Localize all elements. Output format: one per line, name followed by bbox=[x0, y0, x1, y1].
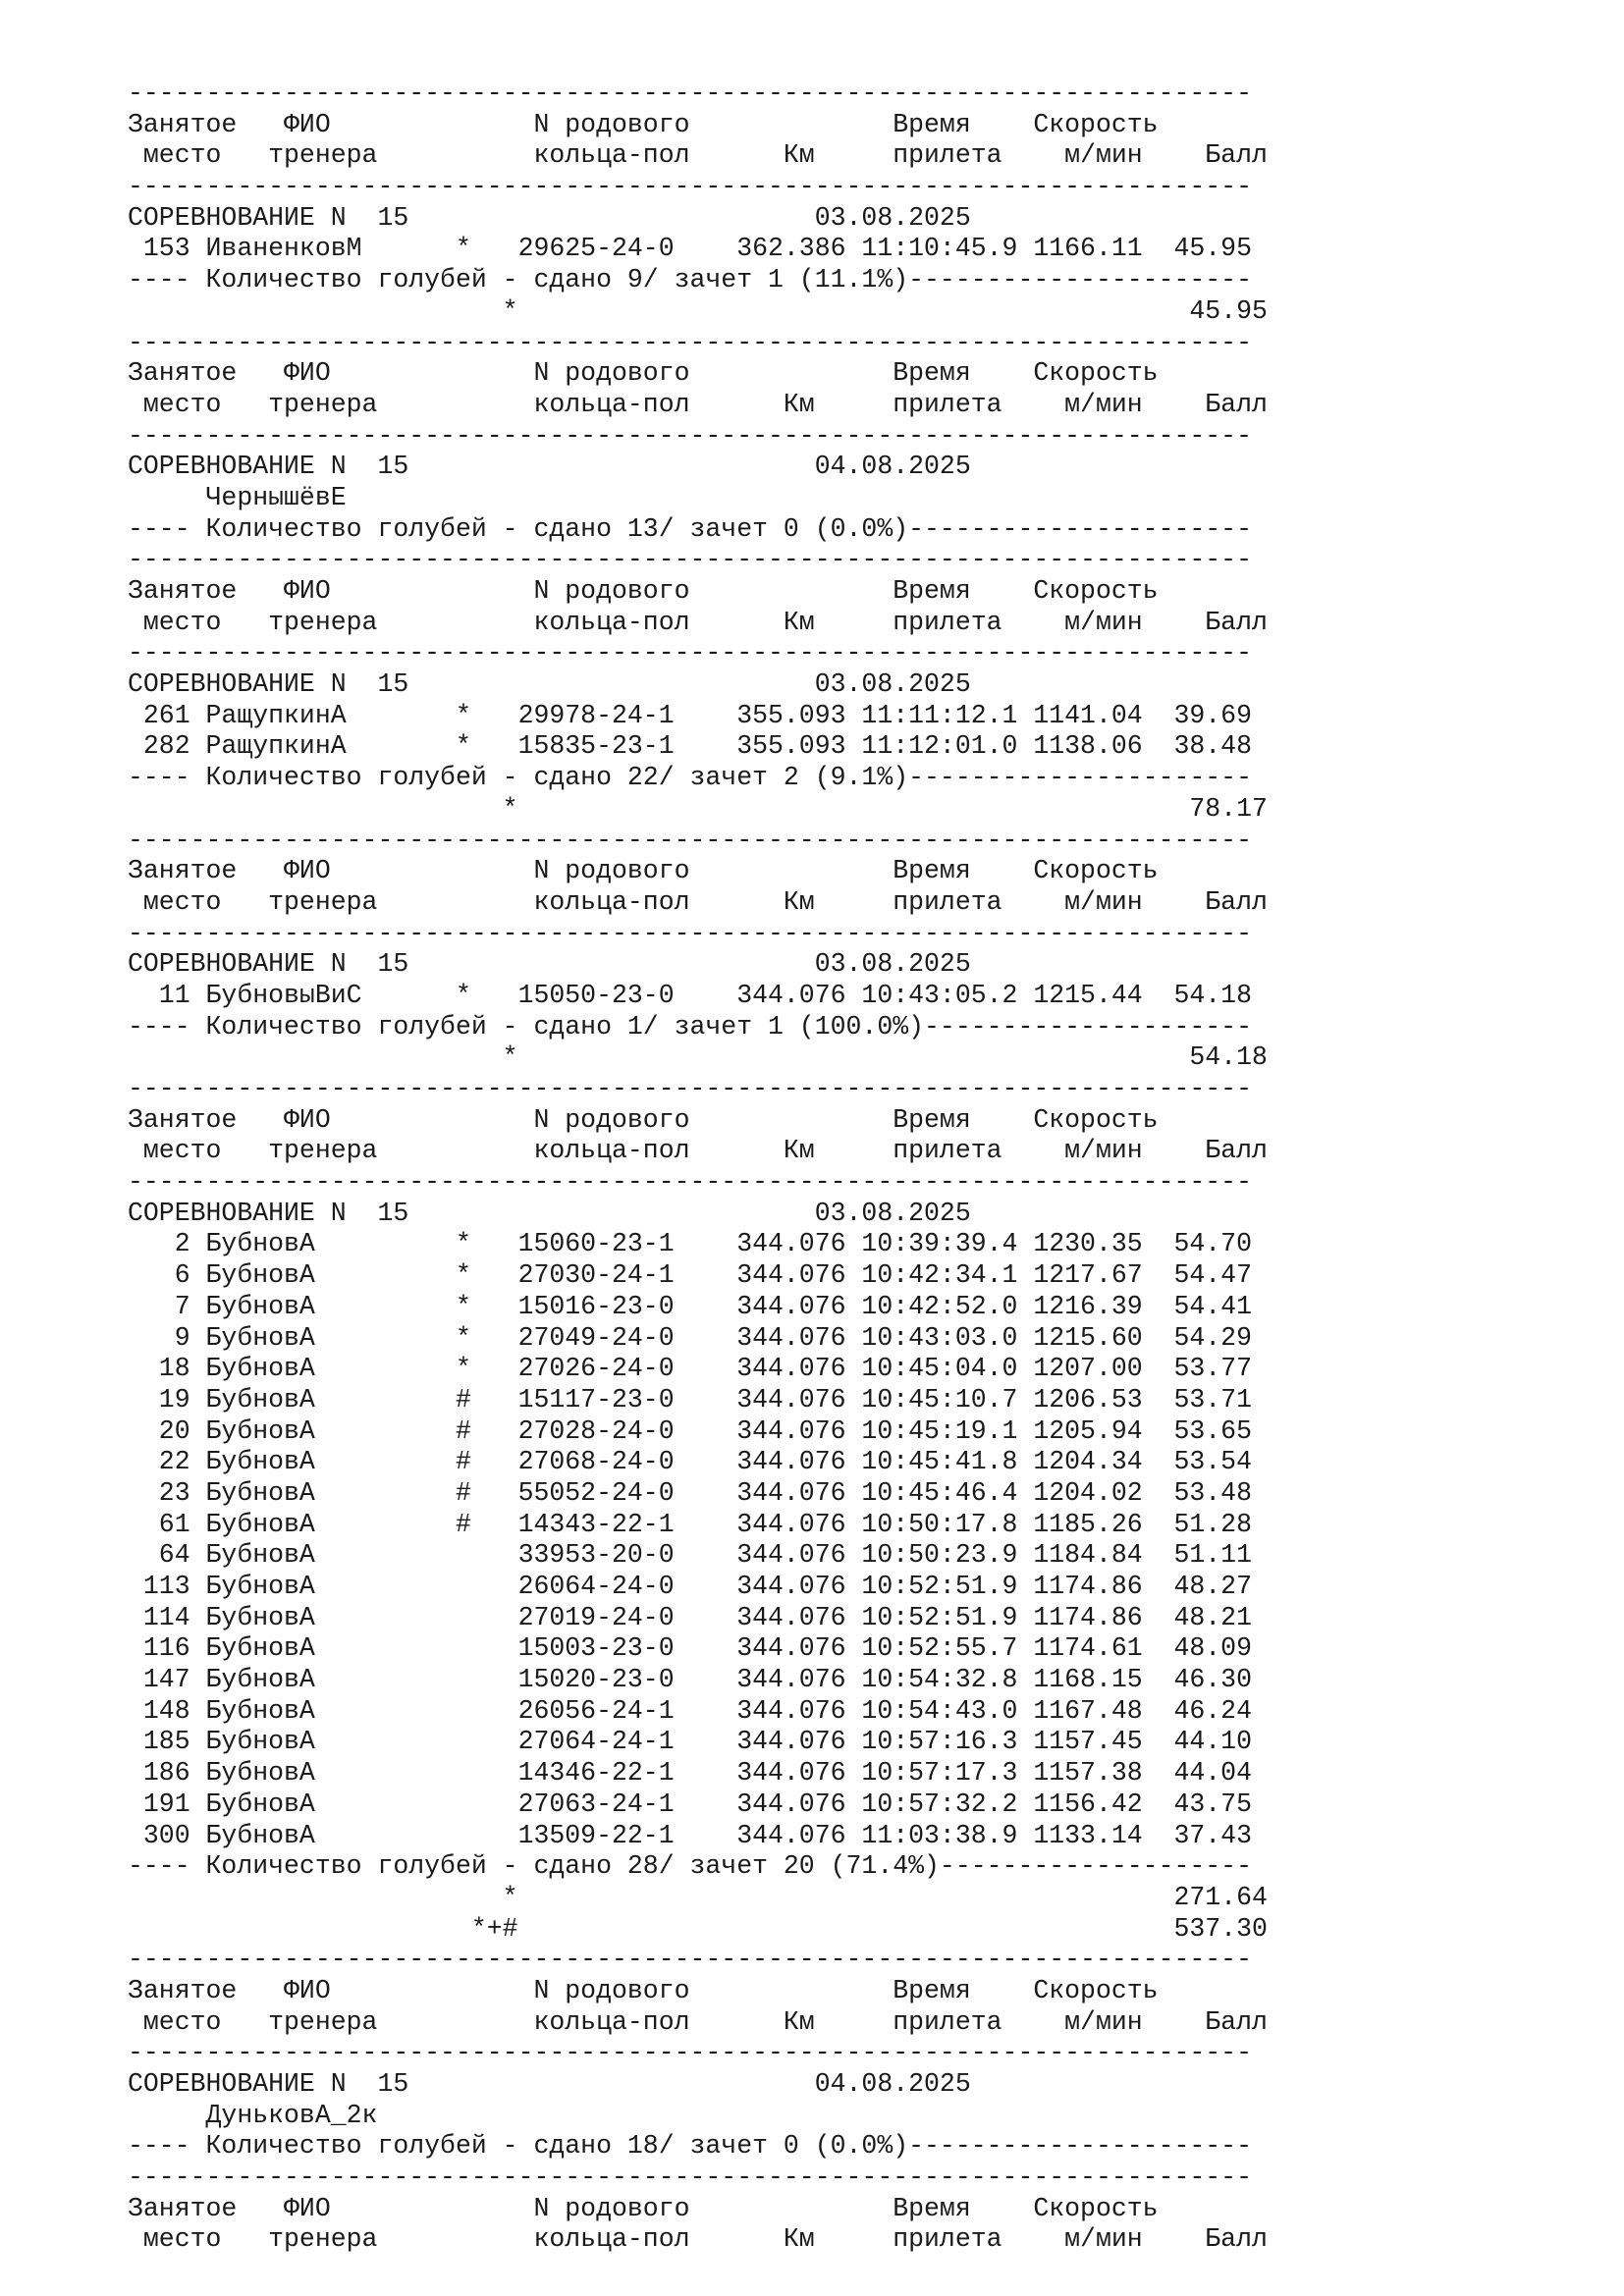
result-row: 6 БубновА * 27030-24-1 344.076 10:42:34.1 1217.67 54.47 bbox=[128, 1260, 1252, 1291]
separator-line: ------------------------------------------------------------------------ bbox=[128, 825, 1252, 855]
result-row: 114 БубновА 27019-24-0 344.076 10:52:51.9 1174.86 48.21 bbox=[128, 1602, 1252, 1632]
score-total-line: * 54.18 bbox=[128, 1042, 1268, 1073]
column-header-line: место тренера кольца-пол Км прилета м/мин Балл bbox=[128, 2006, 1268, 2037]
competition-header-line: СОРЕВНОВАНИЕ N 15 03.08.2025 bbox=[128, 949, 971, 980]
column-header-line: Занятое ФИО N родового Время Скорость bbox=[128, 1975, 1159, 2005]
result-row: 147 БубновА 15020-23-0 344.076 10:54:32.8 1168.15 46.30 bbox=[128, 1665, 1252, 1695]
result-row: 61 БубновА # 14343-22-1 344.076 10:50:17.8 1185.26 51.28 bbox=[128, 1509, 1252, 1539]
separator-line: ------------------------------------------------------------------------ bbox=[128, 638, 1252, 668]
trainer-name-line: ЧернышёвЕ bbox=[128, 482, 347, 512]
result-row: 11 БубновыВиС * 15050-23-0 344.076 10:43:05.2 1215.44 54.18 bbox=[128, 980, 1252, 1010]
column-header-line: Занятое ФИО N родового Время Скорость bbox=[128, 856, 1159, 886]
column-header-line: место тренера кольца-пол Км прилета м/мин Балл bbox=[128, 2224, 1268, 2255]
result-row: 9 БубновА * 27049-24-0 344.076 10:43:03.0 1215.60 54.29 bbox=[128, 1322, 1252, 1353]
pigeon-count-summary-line: ---- Количество голубей - сдано 28/ зачет 20 (71.4%)-------------------- bbox=[128, 1851, 1252, 1882]
separator-line: ------------------------------------------------------------------------ bbox=[128, 1167, 1252, 1198]
result-row: 116 БубновА 15003-23-0 344.076 10:52:55.7 1174.61 48.09 bbox=[128, 1633, 1252, 1664]
result-row: 113 БубновА 26064-24-0 344.076 10:52:51.9 1174.86 48.27 bbox=[128, 1572, 1252, 1601]
column-header-line: Занятое ФИО N родового Время Скорость bbox=[128, 576, 1159, 606]
result-row: 20 БубновА # 27028-24-0 344.076 10:45:19.1 1205.94 53.65 bbox=[128, 1415, 1252, 1446]
separator-line: ------------------------------------------------------------------------ bbox=[128, 172, 1252, 202]
pigeon-count-summary-line: ---- Количество голубей - сдано 18/ зачет 0 (0.0%)---------------------- bbox=[128, 2131, 1252, 2162]
column-header-line: Занятое ФИО N родового Время Скорость bbox=[128, 358, 1159, 389]
result-row: 148 БубновА 26056-24-1 344.076 10:54:43.0 1167.48 46.24 bbox=[128, 1695, 1252, 1726]
separator-line: ------------------------------------------------------------------------ bbox=[128, 2163, 1252, 2193]
column-header-line: место тренера кольца-пол Км прилета м/мин Балл bbox=[128, 1136, 1268, 1166]
result-row: 19 БубновА # 15117-23-0 344.076 10:45:10.7 1206.53 53.71 bbox=[128, 1384, 1252, 1415]
pigeon-count-summary-line: ---- Количество голубей - сдано 13/ зачет 0 (0.0%)---------------------- bbox=[128, 513, 1252, 544]
column-header-line: Занятое ФИО N родового Время Скорость bbox=[128, 109, 1159, 139]
result-row: 23 БубновА # 55052-24-0 344.076 10:45:46.4 1204.02 53.48 bbox=[128, 1477, 1252, 1508]
competition-header-line: СОРЕВНОВАНИЕ N 15 03.08.2025 bbox=[128, 669, 971, 700]
pigeon-count-summary-line: ---- Количество голубей - сдано 1/ зачет 1 (100.0%)--------------------- bbox=[128, 1011, 1252, 1041]
score-total-line: * 78.17 bbox=[128, 793, 1268, 824]
separator-line: ------------------------------------------------------------------------ bbox=[128, 1945, 1252, 1975]
pigeon-count-summary-line: ---- Количество голубей - сдано 9/ зачет 1 (11.1%)---------------------- bbox=[128, 265, 1252, 295]
trainer-name-line: ДуньковА_2к bbox=[128, 2100, 378, 2130]
separator-line: ------------------------------------------------------------------------ bbox=[128, 918, 1252, 948]
column-header-line: место тренера кольца-пол Км прилета м/мин Балл bbox=[128, 607, 1268, 637]
result-row: 186 БубновА 14346-22-1 344.076 10:57:17.3 1157.38 44.04 bbox=[128, 1758, 1252, 1789]
column-header-line: место тренера кольца-пол Км прилета м/мин Балл bbox=[128, 886, 1268, 917]
separator-line: ------------------------------------------------------------------------ bbox=[128, 545, 1252, 575]
result-row: 64 БубновА 33953-20-0 344.076 10:50:23.9 1184.84 51.11 bbox=[128, 1540, 1252, 1571]
competition-header-line: СОРЕВНОВАНИЕ N 15 03.08.2025 bbox=[128, 1198, 971, 1228]
separator-line: ------------------------------------------------------------------------ bbox=[128, 327, 1252, 357]
column-header-line: Занятое ФИО N родового Время Скорость bbox=[128, 1104, 1159, 1135]
result-row: 18 БубновА * 27026-24-0 344.076 10:45:04.0 1207.00 53.77 bbox=[128, 1354, 1252, 1384]
separator-line: ------------------------------------------------------------------------ bbox=[128, 1074, 1252, 1103]
result-row: 153 ИваненковМ * 29625-24-0 362.386 11:10:45.9 1166.11 45.95 bbox=[128, 234, 1252, 264]
score-total-line: *+# 537.30 bbox=[128, 1913, 1268, 1944]
pigeon-count-summary-line: ---- Количество голубей - сдано 22/ зачет 2 (9.1%)---------------------- bbox=[128, 763, 1252, 793]
competition-results-report bbox=[128, 79, 1268, 2256]
column-header-line: место тренера кольца-пол Км прилета м/мин Балл bbox=[128, 140, 1268, 171]
separator-line: ------------------------------------------------------------------------ bbox=[128, 420, 1252, 451]
score-total-line: * 271.64 bbox=[128, 1882, 1268, 1912]
result-row: 22 БубновА # 27068-24-0 344.076 10:45:41.8 1204.34 53.54 bbox=[128, 1447, 1252, 1477]
result-row: 261 РащупкинА * 29978-24-1 355.093 11:11:12.1 1141.04 39.69 bbox=[128, 700, 1252, 730]
separator-line: ------------------------------------------------------------------------ bbox=[128, 79, 1252, 108]
result-row: 282 РащупкинА * 15835-23-1 355.093 11:12:01.0 1138.06 38.48 bbox=[128, 731, 1252, 762]
column-header-line: место тренера кольца-пол Км прилета м/мин Балл bbox=[128, 389, 1268, 419]
result-row: 185 БубновА 27064-24-1 344.076 10:57:16.3 1157.45 44.10 bbox=[128, 1727, 1252, 1757]
result-row: 2 БубновА * 15060-23-1 344.076 10:39:39.4 1230.35 54.70 bbox=[128, 1229, 1252, 1259]
result-row: 7 БубновА * 15016-23-0 344.076 10:42:52.0 1216.39 54.41 bbox=[128, 1291, 1252, 1321]
separator-line: ------------------------------------------------------------------------ bbox=[128, 2038, 1252, 2068]
competition-header-line: СОРЕВНОВАНИЕ N 15 04.08.2025 bbox=[128, 2069, 971, 2099]
result-row: 300 БубновА 13509-22-1 344.076 11:03:38.9 1133.14 37.43 bbox=[128, 1820, 1252, 1850]
column-header-line: Занятое ФИО N родового Время Скорость bbox=[128, 2193, 1159, 2223]
competition-header-line: СОРЕВНОВАНИЕ N 15 03.08.2025 bbox=[128, 202, 971, 233]
score-total-line: * 45.95 bbox=[128, 295, 1268, 326]
result-row: 191 БубновА 27063-24-1 344.076 10:57:32.2 1156.42 43.75 bbox=[128, 1789, 1252, 1819]
competition-header-line: СОРЕВНОВАНИЕ N 15 04.08.2025 bbox=[128, 452, 971, 482]
